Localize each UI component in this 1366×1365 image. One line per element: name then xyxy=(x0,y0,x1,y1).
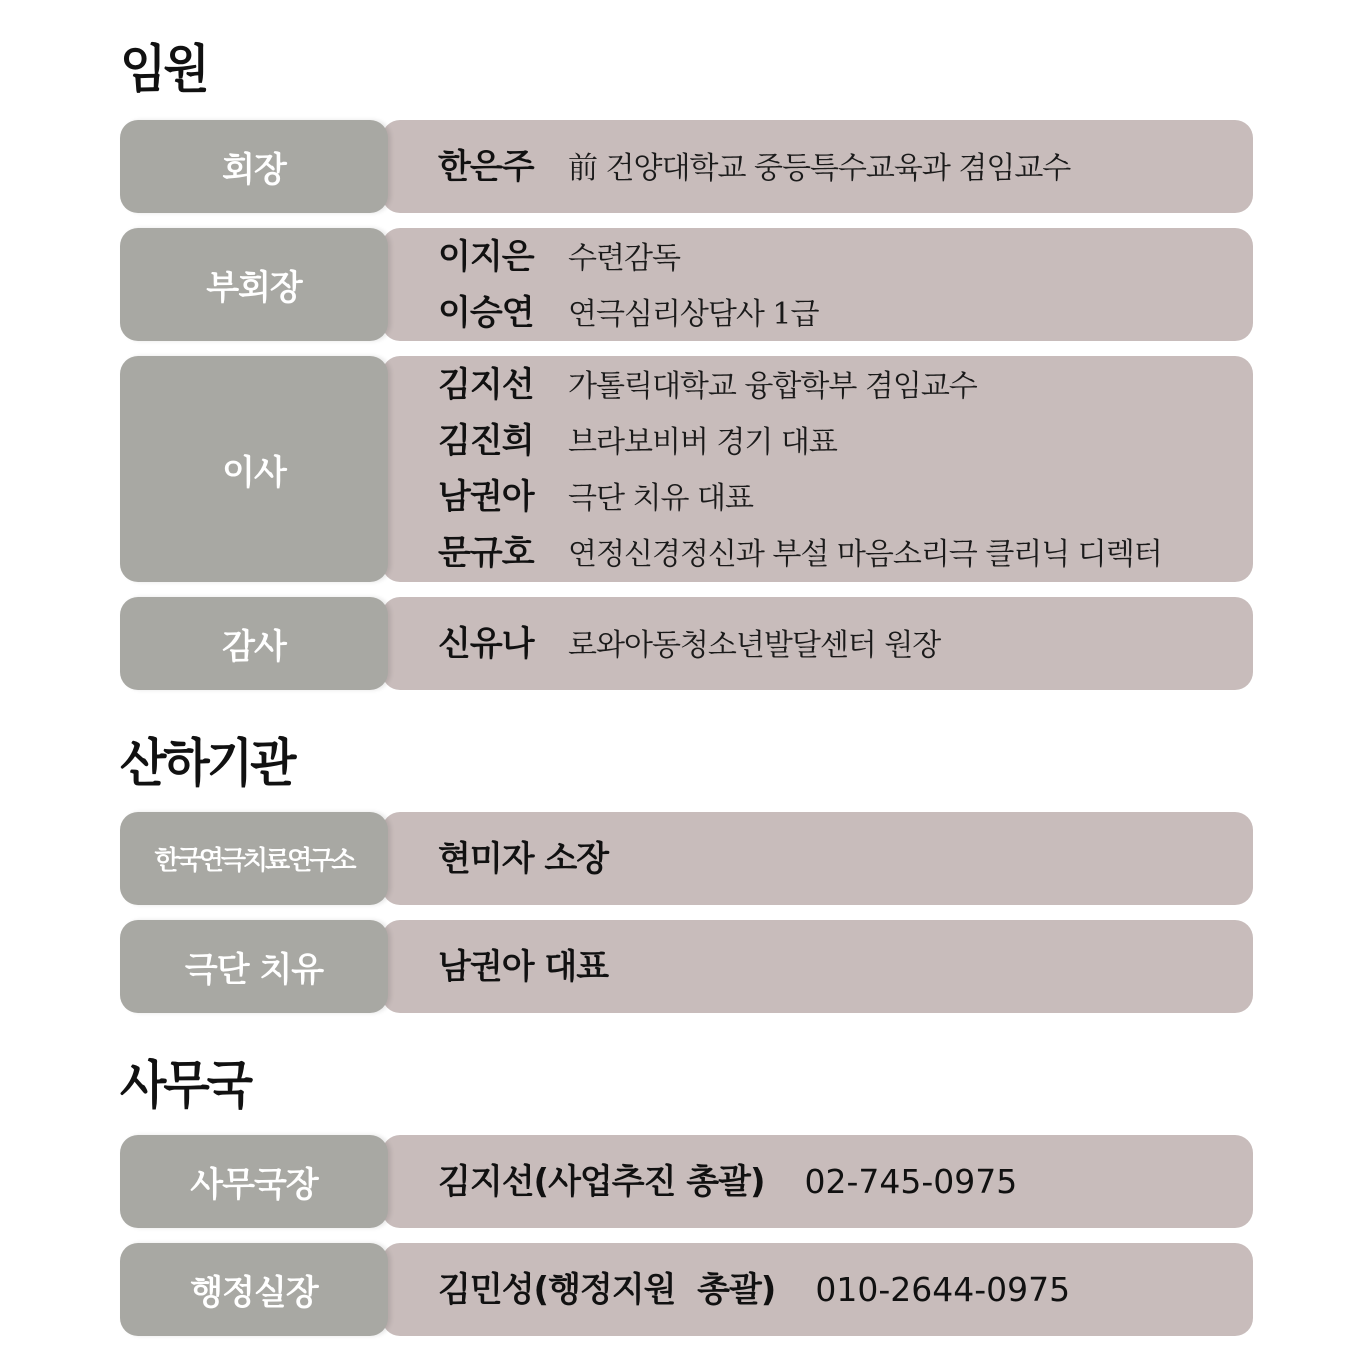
admin-head-row xyxy=(120,1243,1253,1336)
auditor-row xyxy=(120,597,1253,690)
person-desc: 수련감독 xyxy=(568,240,680,276)
person-name: 김진희 xyxy=(438,421,534,461)
person-desc: 연극심리상담사 1급 xyxy=(568,296,819,332)
phone-number: 010-2644-0975 xyxy=(815,1269,1071,1309)
person-name: 신유나 xyxy=(438,623,534,664)
person-name: 김지선 xyxy=(438,365,534,405)
phone-number: 02-745-0975 xyxy=(804,1161,1018,1201)
person-desc: 연정신경정신과 부설 마음소리극 클리닉 디렉터 xyxy=(568,537,1162,572)
list-item xyxy=(438,469,1243,525)
theater-head: 남권아 대표 xyxy=(438,946,609,987)
person-desc: 가톨릭대학교 융합학부 겸임교수 xyxy=(568,369,977,404)
secretary-general-row xyxy=(120,1135,1253,1228)
affiliates-title: 산하기관 xyxy=(120,733,294,795)
secretary-general-name: 김지선(사업추진 총괄) xyxy=(438,1161,765,1202)
person-name: 한은주 xyxy=(438,146,534,187)
secretary-general-label: 사무국장 xyxy=(120,1135,388,1228)
list-item xyxy=(438,525,1243,581)
officers-title: 임원 xyxy=(120,39,207,101)
person-name: 이승연 xyxy=(438,292,534,333)
admin-head-name: 김민성(행정지원 총괄) xyxy=(438,1269,776,1310)
list-item xyxy=(438,1262,1243,1318)
list-item xyxy=(438,357,1243,413)
directors-label: 이사 xyxy=(120,356,388,582)
list-item xyxy=(438,139,1243,195)
vice-president-row xyxy=(120,228,1253,341)
person-desc: 브라보비버 경기 대표 xyxy=(568,425,837,460)
list-item xyxy=(438,616,1243,672)
person-name: 문규호 xyxy=(438,533,534,573)
list-item xyxy=(438,413,1243,469)
president-label: 회장 xyxy=(120,120,388,213)
person-name: 남권아 xyxy=(438,477,534,517)
list-item xyxy=(438,831,1243,887)
directors-row xyxy=(120,356,1253,582)
institute-row xyxy=(120,812,1253,905)
auditor-label: 감사 xyxy=(120,597,388,690)
person-desc: 로와아동청소년발달센터 원장 xyxy=(568,627,941,663)
list-item xyxy=(438,229,1243,285)
person-desc: 극단 치유 대표 xyxy=(568,481,753,516)
president-row xyxy=(120,120,1253,213)
list-item xyxy=(438,285,1243,341)
vice-president-label: 부회장 xyxy=(120,228,388,341)
list-item xyxy=(438,939,1243,995)
list-item xyxy=(438,1154,1243,1210)
secretariat-title: 사무국 xyxy=(120,1055,251,1117)
admin-head-label: 행정실장 xyxy=(120,1243,388,1336)
institute-label: 한국연극치료연구소 xyxy=(120,812,388,905)
theater-label: 극단 치유 xyxy=(120,920,388,1013)
institute-head: 현미자 소장 xyxy=(438,838,609,879)
theater-row xyxy=(120,920,1253,1013)
person-desc: 前 건양대학교 중등특수교육과 겸임교수 xyxy=(568,150,1071,186)
person-name: 이지은 xyxy=(438,236,534,277)
